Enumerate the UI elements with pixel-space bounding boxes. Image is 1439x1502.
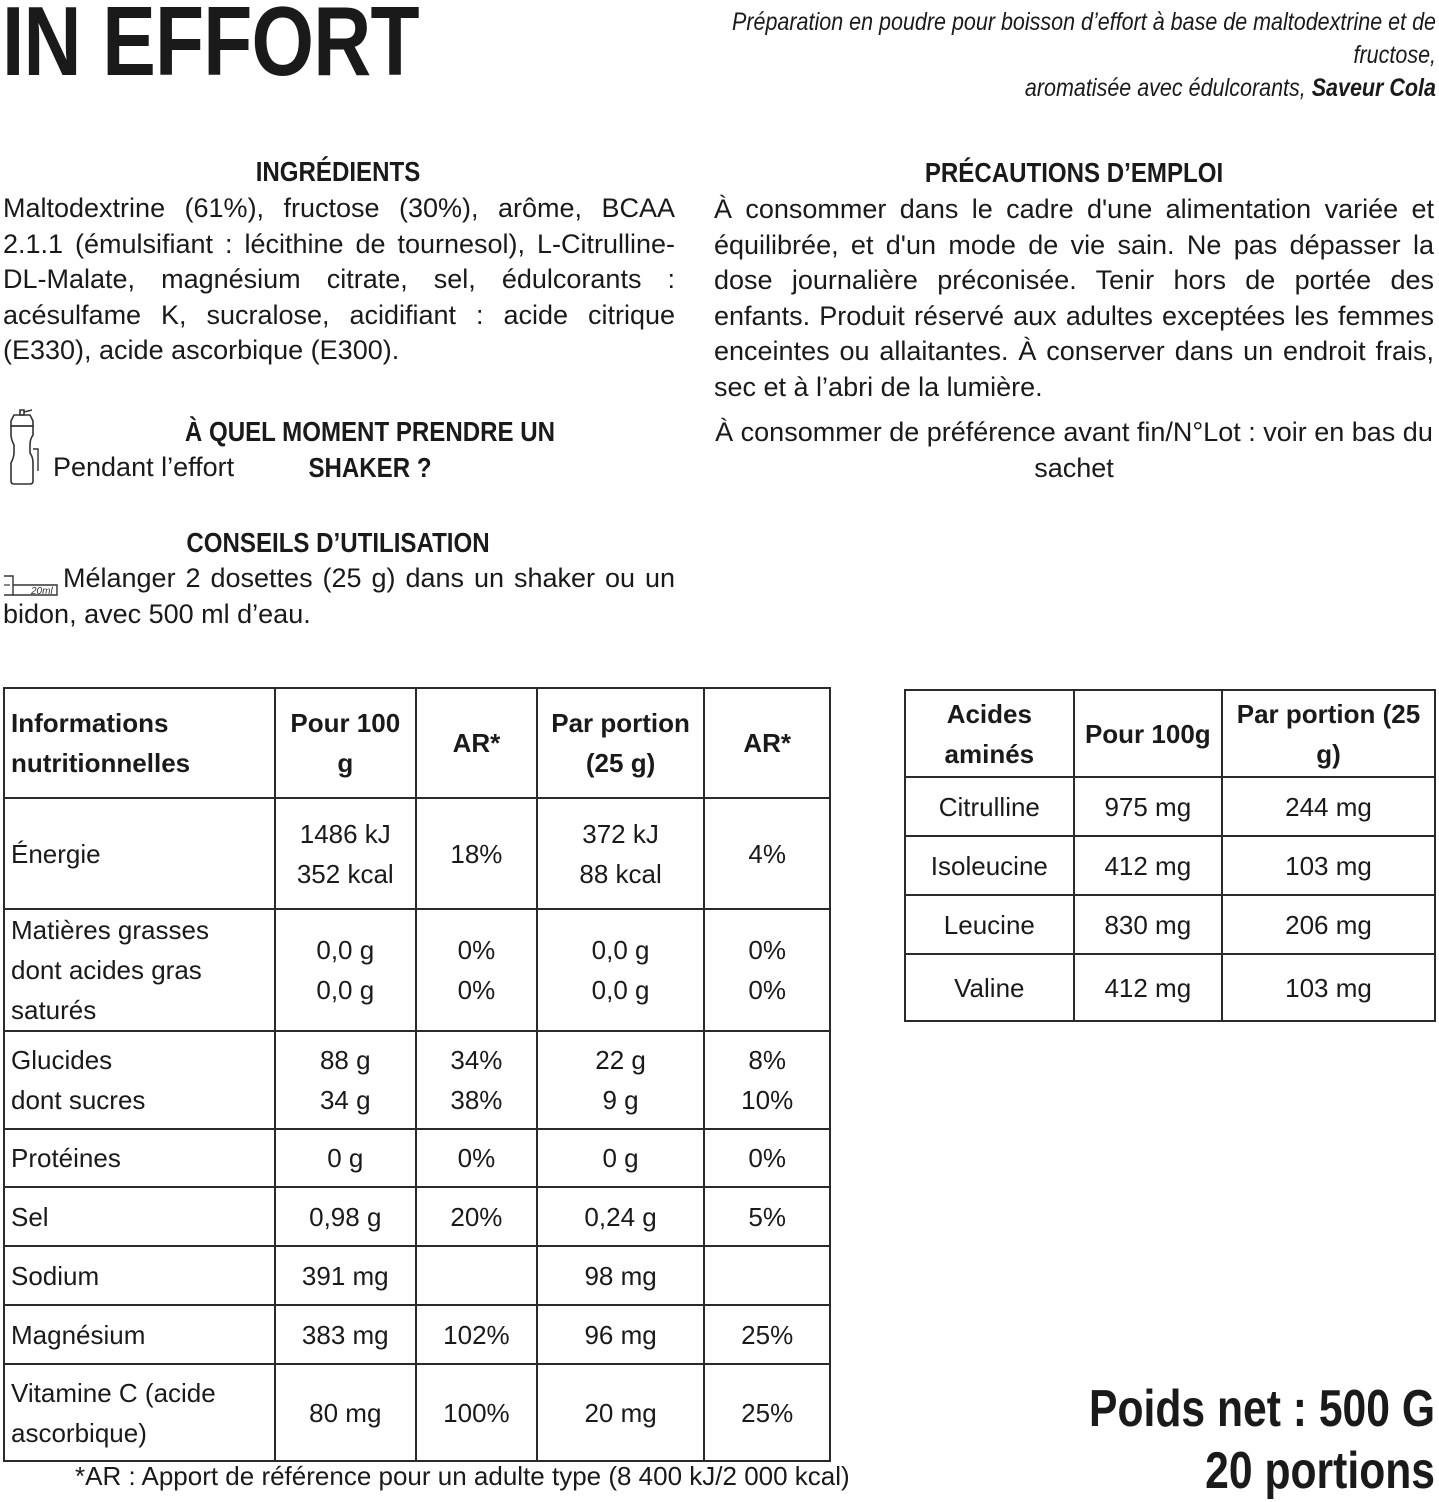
nutrient-value: 22 g 9 g bbox=[537, 1031, 705, 1129]
amino-acid-value: 103 mg bbox=[1222, 954, 1435, 1021]
nutrient-value: 98 mg bbox=[537, 1246, 705, 1305]
nutrient-name: Matières grasses dont acides gras saturés bbox=[4, 909, 275, 1031]
ar-footnote: *AR : Apport de référence pour un adulte type (8 400 kJ/2 000 kcal) bbox=[75, 1461, 850, 1491]
amino-row bbox=[905, 954, 1435, 1021]
ingredients-heading: INGRÉDIENTS bbox=[255, 156, 421, 187]
amino-acid-value: 412 mg bbox=[1074, 954, 1222, 1021]
precautions-heading: PRÉCAUTIONS D’EMPLOI bbox=[924, 157, 1224, 188]
nutrient-value: 1486 kJ 352 kcal bbox=[275, 798, 417, 909]
nutrient-value: 88 g 34 g bbox=[275, 1031, 417, 1129]
nutrient-value: 34% 38% bbox=[416, 1031, 537, 1129]
nutrient-value: 4% bbox=[704, 798, 830, 909]
net-weight-block bbox=[1025, 1378, 1435, 1502]
description-line-2-text: aromatisée avec édulcorants, bbox=[1024, 74, 1312, 102]
nutrient-name: Magnésium bbox=[4, 1305, 275, 1364]
nutrient-value: 8% 10% bbox=[704, 1031, 830, 1129]
nutrition-header-cell: AR* bbox=[416, 688, 537, 798]
nutrient-value: 0% bbox=[416, 1129, 537, 1187]
nutrition-header-cell: Informations nutritionnelles bbox=[4, 688, 275, 798]
nutrient-name: Protéines bbox=[4, 1129, 275, 1187]
amino-acid-name: Isoleucine bbox=[905, 836, 1074, 895]
nutrition-row bbox=[4, 1129, 830, 1187]
nutrient-value: 0,24 g bbox=[537, 1187, 705, 1246]
nutrient-name: Vitamine C (acide ascorbique) bbox=[4, 1364, 275, 1461]
amino-acid-name: Leucine bbox=[905, 895, 1074, 954]
amino-body bbox=[905, 777, 1435, 1021]
amino-header-cell: Par portion (25 g) bbox=[1222, 690, 1435, 777]
amino-acid-name: Citrulline bbox=[905, 777, 1074, 836]
nutrition-table bbox=[3, 687, 831, 1462]
nutrient-value: 0% bbox=[704, 1129, 830, 1187]
nutrient-name: Sel bbox=[4, 1187, 275, 1246]
scoop-label: 20ml bbox=[31, 586, 53, 597]
nutrient-value bbox=[416, 1246, 537, 1305]
nutrient-value: 391 mg bbox=[275, 1246, 417, 1305]
amino-acid-value: 103 mg bbox=[1222, 836, 1435, 895]
nutrition-row bbox=[4, 1364, 830, 1461]
nutrition-header-cell: Pour 100 g bbox=[275, 688, 417, 798]
amino-acids-table bbox=[904, 689, 1436, 1022]
nutrient-value: 20% bbox=[416, 1187, 537, 1246]
nutrient-value: 80 mg bbox=[275, 1364, 417, 1461]
nutrition-header-cell: Par portion (25 g) bbox=[537, 688, 705, 798]
nutrition-body bbox=[4, 798, 830, 1461]
nutrient-value: 96 mg bbox=[537, 1305, 705, 1364]
nutrient-value: 0% 0% bbox=[704, 909, 830, 1031]
nutrient-value: 383 mg bbox=[275, 1305, 417, 1364]
description-line-1: Préparation en poudre pour boisson d’effort à base de maltodextrine et de fructose, bbox=[732, 8, 1436, 69]
nutrition-row bbox=[4, 798, 830, 909]
ingredients-text: Maltodextrine (61%), fructose (30%), arôme, BCAA 2.1.1 (émulsifiant : lécithine de tournesol), L-Citrulline-DL-Malate, magnésium citrate, sel, édulcorants : acésulfame K, sucralose, acidifiant : acide citrique (E330), acide ascorbique (E300). bbox=[3, 193, 675, 365]
nutrient-value: 102% bbox=[416, 1305, 537, 1364]
nutrient-value: 5% bbox=[704, 1187, 830, 1246]
amino-acid-value: 830 mg bbox=[1074, 895, 1222, 954]
nutrient-value: 100% bbox=[416, 1364, 537, 1461]
amino-acid-value: 206 mg bbox=[1222, 895, 1435, 954]
nutrient-value: 25% bbox=[704, 1305, 830, 1364]
description-line-2 bbox=[662, 72, 1436, 105]
nutrient-name: Sodium bbox=[4, 1246, 275, 1305]
nutrient-value: 20 mg bbox=[537, 1364, 705, 1461]
nutrition-row bbox=[4, 1187, 830, 1246]
nutrient-value: 25% bbox=[704, 1364, 830, 1461]
flavor-label: Saveur Cola bbox=[1311, 74, 1436, 102]
net-weight: Poids net : 500 G bbox=[1089, 1380, 1435, 1438]
nutrient-value: 0 g bbox=[275, 1129, 417, 1187]
amino-row bbox=[905, 895, 1435, 954]
amino-acid-value: 412 mg bbox=[1074, 836, 1222, 895]
nutrition-row bbox=[4, 1246, 830, 1305]
amino-acid-value: 975 mg bbox=[1074, 777, 1222, 836]
amino-row bbox=[905, 836, 1435, 895]
precautions-text: À consommer dans le cadre d'une alimentation variée et équilibrée, et d'un mode de vie sain. Ne pas dépasser la dose journalière préconisée. Tenir hors de portée des enfants. Produit réservé aux adultes exceptées les femmes enceintes ou allaitantes. À conserver dans un endroit frais, sec et à l’abri de la lumière. bbox=[714, 194, 1434, 402]
shaker-bottle-icon bbox=[6, 409, 40, 485]
portion-count: 20 portions bbox=[1205, 1442, 1435, 1500]
usage-text: Mélanger 2 dosettes (25 g) dans un shaker ou un bidon, avec 500 ml d’eau. bbox=[3, 563, 675, 629]
nutrition-row bbox=[4, 1305, 830, 1364]
nutrient-value: 0 g bbox=[537, 1129, 705, 1187]
shaker-timing-heading: À QUEL MOMENT PRENDRE UN SHAKER ? bbox=[184, 416, 556, 483]
nutrient-value: 18% bbox=[416, 798, 537, 909]
usage-heading: CONSEILS D’UTILISATION bbox=[186, 527, 490, 558]
brand-title: IN EFFORT bbox=[2, 0, 419, 96]
nutrient-value bbox=[704, 1246, 830, 1305]
best-before-text: À consommer de préférence avant fin/N°Lot : voir en bas du sachet bbox=[715, 417, 1433, 483]
nutrient-value: 0,98 g bbox=[275, 1187, 417, 1246]
nutrient-value: 372 kJ 88 kcal bbox=[537, 798, 705, 909]
nutrient-value: 0% 0% bbox=[416, 909, 537, 1031]
nutrient-name: Glucides dont sucres bbox=[4, 1031, 275, 1129]
nutrition-header-row bbox=[4, 688, 830, 798]
product-description bbox=[662, 6, 1436, 105]
amino-header-row bbox=[905, 690, 1435, 777]
nutrition-row bbox=[4, 909, 830, 1031]
nutrient-name: Énergie bbox=[4, 798, 275, 909]
nutrition-row bbox=[4, 1031, 830, 1129]
amino-acid-name: Valine bbox=[905, 954, 1074, 1021]
nutrient-value: 0,0 g 0,0 g bbox=[275, 909, 417, 1031]
nutrient-value: 0,0 g 0,0 g bbox=[537, 909, 705, 1031]
shaker-timing-text: Pendant l’effort bbox=[53, 452, 235, 482]
amino-header-cell: Pour 100g bbox=[1074, 690, 1222, 777]
nutrition-header-cell: AR* bbox=[704, 688, 830, 798]
amino-row bbox=[905, 777, 1435, 836]
amino-header-cell: Acides aminés bbox=[905, 690, 1074, 777]
amino-acid-value: 244 mg bbox=[1222, 777, 1435, 836]
